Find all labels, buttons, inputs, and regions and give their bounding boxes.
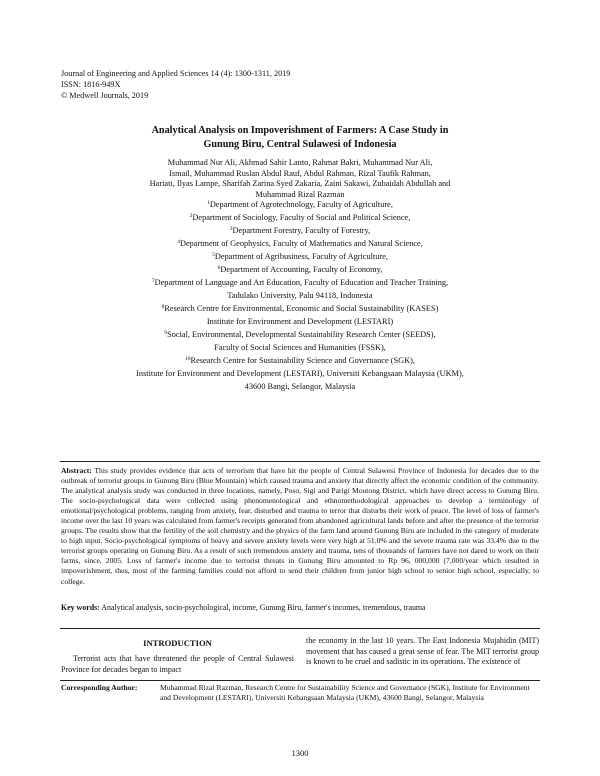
affiliation-number: 1	[207, 200, 210, 206]
paper-title	[60, 124, 540, 152]
affiliation-number: 6	[217, 265, 221, 271]
affiliation-text: Institute for Environment and Development (LESTARI), Universiti Kebangsaan Malaysia (UKM),	[136, 369, 464, 378]
affiliation-text: Institute for Environment and Development (LESTARI)	[206, 317, 394, 326]
corresponding-label: Corresponding Author:	[61, 683, 138, 692]
affiliation-line	[60, 341, 540, 354]
affiliation-number: 9	[164, 330, 168, 336]
affiliation-text: Department of Geophysics, Faculty of Mathematics and Natural Science,	[179, 239, 423, 248]
affiliation-number: 3	[229, 226, 233, 232]
corresponding-top-rule	[60, 680, 540, 681]
affiliation-line	[60, 380, 540, 393]
introduction-right-column: the economy in the last 10 years. The East Indonesia Mujahidin (MIT) movement that has caused a great sense of fear. The MIT terrorist group is known to be cruel and sadistic in its operations. The existence of	[306, 636, 539, 667]
affiliation-text: Research Centre for Environmental, Economic and Social Sustainability (KASES)	[164, 304, 439, 313]
affiliation-text: Social, Environmental, Developmental Sustainability Research Center (SEEDS),	[167, 330, 436, 339]
introduction-left-column: Terrorist acts that have threatened the people of Central Sulawesi Province for decades began to impact	[61, 654, 294, 674]
affiliation-number: 8	[161, 304, 165, 310]
abstract-label: Abstract:	[61, 466, 92, 475]
abstract-top-rule	[60, 461, 540, 462]
keywords-bottom-rule	[60, 628, 540, 629]
affiliation-line	[60, 302, 540, 315]
affiliation-number: 5	[212, 252, 215, 258]
title-line-1: Analytical Analysis on Impoverishment of Farmers: A Case Study in	[151, 125, 449, 136]
affiliation-number: 10	[185, 356, 191, 362]
affiliation-text: Tadulako University, Palu 94118, Indonesia	[227, 291, 373, 300]
page-number: 1300	[291, 748, 309, 758]
title-line-2: Gunung Biru, Central Sulawesi of Indonesia	[203, 139, 397, 150]
affiliation-text: Department Forestry, Faculty of Forestry,	[232, 226, 371, 235]
abstract	[61, 466, 539, 587]
affiliation-text: Research Centre for Sustainability Science and Governance (SGK),	[190, 356, 415, 365]
abstract-text: This study provides evidence that acts of terrorism that have hit the people of Central Sulawesi Province of Indonesia for decades due to the outbreak of terrorist groups in Gunung Biru (Blue Mountain) which caused trauma and anxiety that directly affect the economic condition of the community. The analytical analysis study was conducted in three locations, namely, Poso, Sigi and Parigi Moutong District, which have direct access to Gunung Biru. The socio-psychological data were collected using phenomenological and ethnomethodological approaches to develop a terminology of emotional/psychological problems, ranging from anxiety, fear, disturbed and trauma to terror that disturbs their work of peace. The level of loss of farmer's income over the last 10 years was calculated from farmer's receipts generated from abandoned agricultural lands before and after the presence of the terrorist groups. The results show that the fertility of the soil chemistry and the physics of the farm land around Gunung Biru are included in the category of moderate to high input. Socio-psychological symptoms of heavy and severe anxiety levels were very high at 51.0% and the severe trauma rate was 33.4% due to the terrorist groups operating on Gunung Biru. As a result of such tremendous anxiety and trauma, tens of thousands of farmers have not dared to work on their farms, since, 2005. Loss of farmer's income due to terrorist threats in Gunung Biru amounted to Rp 96, 000,000 (7,000/year which resulted in impoverishment, thus, most of the farming families could not afford to send their children from junior high school to senior high school, especially, to college.	[61, 466, 539, 586]
journal-issn: ISSN: 1816-949X	[61, 80, 121, 89]
affiliation-line	[60, 354, 540, 367]
keywords-text: Analytical analysis, socio-psychological, income, Gunung Biru, farmer's incomes, tremendous, trauma	[101, 603, 426, 612]
affiliation-line	[60, 315, 540, 328]
authors-line-1: Muhammad Nur Ali, Akhmad Sahir Lanto, Rahmat Bakri, Muhammad Nur Ali,	[167, 158, 433, 167]
affiliation-number: 7	[151, 278, 155, 284]
authors-line-4: Muhammad Rizal Razman	[255, 189, 345, 199]
journal-copyright: © Medwell Journals, 2019	[61, 91, 149, 100]
keywords	[61, 603, 539, 614]
affiliation-list	[60, 198, 540, 393]
journal-citation: Journal of Engineering and Applied Sciences 14 (4): 1300-1311, 2019	[61, 69, 291, 78]
affiliation-line	[60, 367, 540, 380]
keywords-label: Key words:	[61, 603, 100, 612]
affiliation-line	[60, 250, 540, 263]
affiliation-number: 2	[189, 213, 193, 219]
authors-line-3: Hariati, Ilyas Lampe, Sharifah Zarina Syed Zakaria, Zaini Sakawi, Zubaidah Abdullah and	[149, 179, 451, 189]
affiliation-text: 43600 Bangi, Selangor, Malaysia	[244, 382, 356, 391]
affiliation-line	[60, 211, 540, 224]
affiliation-text: Department of Language and Art Education, Faculty of Education and Teacher Training,	[154, 278, 449, 287]
affiliation-line	[60, 263, 540, 276]
journal-info	[61, 68, 290, 101]
authors-line-2: Ismail, Muhammad Ruslan Abdul Rauf, Abdul Rahman, Rizal Taufik Rahman,	[169, 168, 431, 178]
author-list	[60, 158, 540, 200]
affiliation-line	[60, 198, 540, 211]
affiliation-text: Department of Agrotechnology, Faculty of Agriculture,	[209, 200, 393, 209]
affiliation-text: Department of Sociology, Faculty of Social and Political Science,	[192, 213, 411, 222]
affiliation-line	[60, 276, 540, 289]
affiliation-text: Department of Accounting, Faculty of Economy,	[220, 265, 383, 274]
affiliation-line	[60, 328, 540, 341]
affiliation-text: Department of Agribusiness, Faculty of Agriculture,	[214, 252, 388, 261]
affiliation-line	[60, 289, 540, 302]
affiliation-number: 4	[177, 239, 180, 245]
corresponding-text: Muhammad Rizal Razman, Research Centre for Sustainability Science and Governance (SGK), Institute for Environment and Development (LESTARI), Universiti Kebangsaan Malaysia (UKM), 43600 Bangi, Selangor, Malaysia	[160, 683, 530, 702]
affiliation-text: Faculty of Social Sciences and Humanities (FSSK),	[214, 343, 386, 352]
affiliation-line	[60, 224, 540, 237]
introduction-heading: INTRODUCTION	[143, 638, 212, 648]
affiliation-line	[60, 237, 540, 250]
